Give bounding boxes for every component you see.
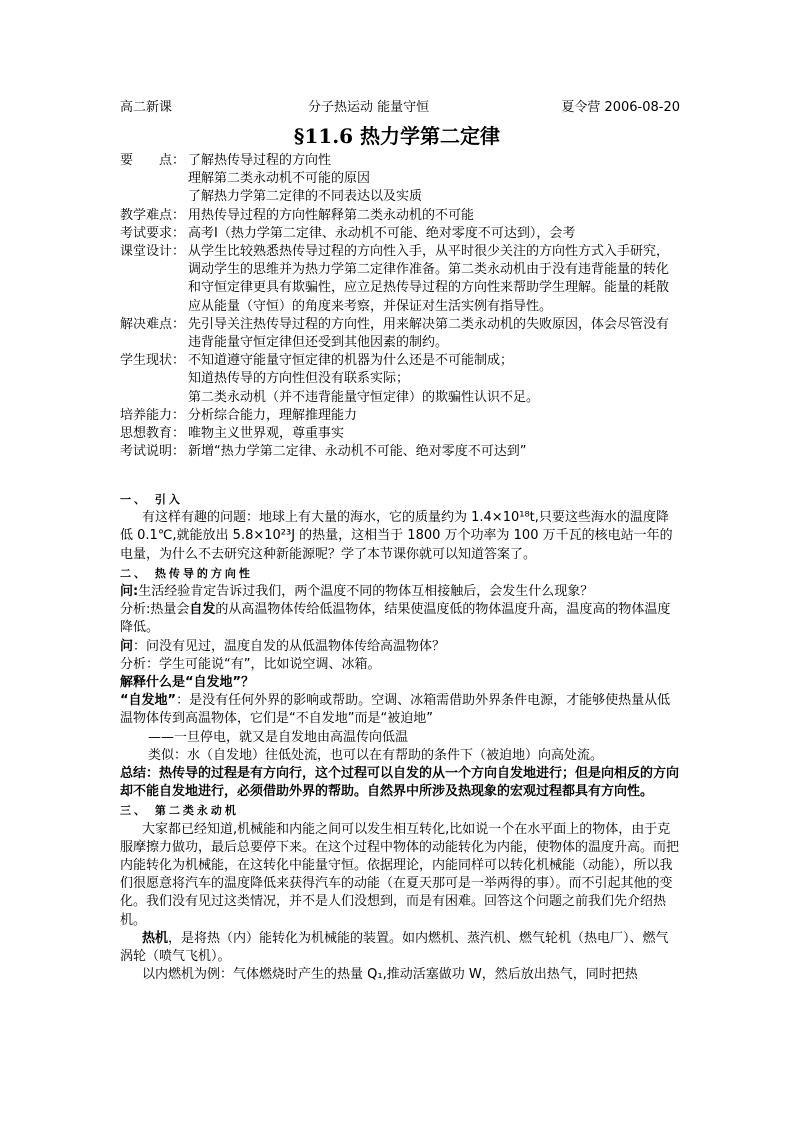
meta-label: 学生现状： xyxy=(120,353,186,369)
analysis-2: 分析：学生可能说“有”，比如说空调、冰箱。 xyxy=(120,656,381,672)
meta-status xyxy=(120,352,680,407)
perpetual-paragraph: 大家都已经知道,机械能和内能之间可以发生相互转化,比如说一个在水平面上的物体，由于克服摩擦力做功，最后总要停下来。在这个过程中物体的动能转化为内能，使物体的温度升高。而把内能转化为机械能，在这转化中能量守恒。依据理论，内能同样可以转化机械能（动能），所以我们很愿意将汽车的温度降低来获得汽车的动能（在夏天那可是一举两得的事）。而不引起其他的变化。我们没有见过这类情况，并不是人们没想到，而是有困难。回答这个问题之前我们先介绍热机。 xyxy=(120,821,680,928)
header-author-date: 夏令营 2006-08-20 xyxy=(561,100,680,115)
header-chapter: 分子热运动 能量守恒 xyxy=(308,100,430,115)
meta-design xyxy=(120,243,680,316)
meta-label: 解决难点： xyxy=(120,316,186,332)
lesson-body xyxy=(120,490,680,984)
lesson-meta xyxy=(120,152,680,461)
question-label: 问: xyxy=(120,584,139,600)
meta-value: 从学生比较熟悉热传导过程的方向性入手，从平时很少关注的方向性方式入手研究，调动学生的思维并为热力学第二定律作准备。第二类永动机由于没有违背能量的转化和守恒定律更具有欺骗性，应立足热传导过程的方向性来帮助学生理解。能量的耗散应从能量（守恒）的角度来考察，并保证对生活实例有指导性。 xyxy=(188,244,670,314)
analysis-text: 的从高温物体传给低温物体，结果使温度低的物体温度升高，温度高的物体温度降低。 xyxy=(120,602,671,636)
dash-note: ——一旦停电，就又是自发地由高温传向低温 xyxy=(148,729,409,745)
meta-key-points xyxy=(120,152,680,207)
status-item: 第二类永动机（并不违背能量守恒定律）的欺骗性认识不足。 xyxy=(188,389,540,405)
meta-label: 要 点： xyxy=(120,153,186,168)
question-text: ：问没有见过，温度自发的从低温物体传给高温物体？ xyxy=(133,638,446,654)
section-heading-perpetual-motion: 三、 第二类永动机 xyxy=(120,804,239,818)
definition-text: ：是没有任何外界的影响或帮助。空调、冰箱需借助外界条件电源，才能够使热量从低温物体传到高温物体，它们是“不自发地”而是“被迫地” xyxy=(120,693,671,727)
intro-paragraph: 有这样有趣的问题：地球上有大量的海水，它的质量约为 1.4×10¹⁸t,只要这些海水的温度降低 0.1℃,就能放出 5.8×10²³J 的热量，这相当于 1800 万个功率为 100 万千瓦的核电站一年的电量，为什么不去研究这种新能源呢？学了本节课你就可以知道答案了。 xyxy=(120,510,673,562)
question-1 xyxy=(120,583,680,601)
meta-value: 分析综合能力，理解推理能力 xyxy=(188,407,358,423)
section-heading-heat-conduction: 二、 热传导的方向性 xyxy=(120,566,253,580)
page-header xyxy=(120,96,680,118)
key-point: 理解第二类永动机不可能的原因 xyxy=(188,171,371,187)
meta-value: 唯物主义世界观，尊重事实 xyxy=(188,426,345,442)
heat-engine-term: 热机 xyxy=(142,930,169,946)
meta-exam-note xyxy=(120,443,680,461)
meta-ideology xyxy=(120,425,680,443)
analysis-bold: 自发 xyxy=(189,602,216,618)
question-2 xyxy=(120,638,680,656)
example-paragraph: 以内燃机为例：气体燃烧时产生的热量 Q₁,推动活塞做功 W，然后放出热气，同时把热 xyxy=(142,967,638,983)
meta-label: 教学难点： xyxy=(120,207,186,223)
meta-value: 新增“热力学第二定律、永动机不可能、绝对零度不可达到” xyxy=(188,444,527,460)
header-course: 高二新课 xyxy=(120,100,173,115)
meta-label: 思想教育： xyxy=(120,426,186,442)
summary: 总结：热传导的过程是有方向行，这个过程可以自发的从一个方向自发地进行；但是向相反的方向却不能自发地进行，必须借助外界的帮助。自然界中所涉及热现象的宏观过程都具有方向性。 xyxy=(120,766,680,800)
meta-label: 培养能力： xyxy=(120,407,186,423)
question-label: 问 xyxy=(120,638,134,654)
key-point: 了解热力学第二定律的不同表达以及实质 xyxy=(188,189,423,205)
heat-engine-paragraph xyxy=(120,930,680,966)
definition xyxy=(120,692,680,728)
meta-exam xyxy=(120,225,680,243)
analysis-label: 分析: xyxy=(120,602,151,618)
meta-label: 考试说明： xyxy=(120,444,186,460)
key-point: 了解热传导过程的方向性 xyxy=(188,153,332,168)
question-text: 生活经验肯定告诉过我们，两个温度不同的物体互相接触后，会发生什么现象？ xyxy=(138,584,594,600)
analysis-text: 热量会 xyxy=(150,602,190,618)
meta-value: 用热传导过程的方向性解释第二类永动机的不可能 xyxy=(188,207,475,223)
analysis-1 xyxy=(120,601,680,637)
meta-label: 考试要求： xyxy=(120,225,186,241)
heat-engine-text: ，是将热（内）能转化为机械能的装置。如内燃机、蒸汽机、燃气轮机（热电厂）、燃气涡轮（喷气飞机）。 xyxy=(120,930,669,965)
status-item: 不知道遵守能量守恒定律的机器为什么还是不可能制成； xyxy=(188,353,514,369)
analogy: 类似：水（自发地）往低处流，也可以在有帮助的条件下（被迫地）向高处流。 xyxy=(148,747,604,763)
section-heading-intro: 一、 引入 xyxy=(120,493,183,506)
meta-difficulty xyxy=(120,207,680,225)
meta-label: 课堂设计： xyxy=(120,244,186,260)
meta-solve xyxy=(120,316,680,352)
meta-value: 高考Ⅰ（热力学第二定律、永动机不可能、绝对零度不可达到），会考 xyxy=(188,225,576,241)
meta-value: 先引导关注热传导过程的方向性，用来解决第二类永动机的失败原因，体会尽管没有违背能量守恒定律但还受到其他因素的制约。 xyxy=(188,316,670,351)
explain-heading: 解释什么是“自发地”？ xyxy=(120,675,255,691)
meta-ability xyxy=(120,407,680,425)
status-item: 知道热传导的方向性但没有联系实际； xyxy=(188,371,410,387)
definition-term: “自发地” xyxy=(120,693,177,709)
page-title: §11.6 热力学第二定律 xyxy=(293,124,501,148)
